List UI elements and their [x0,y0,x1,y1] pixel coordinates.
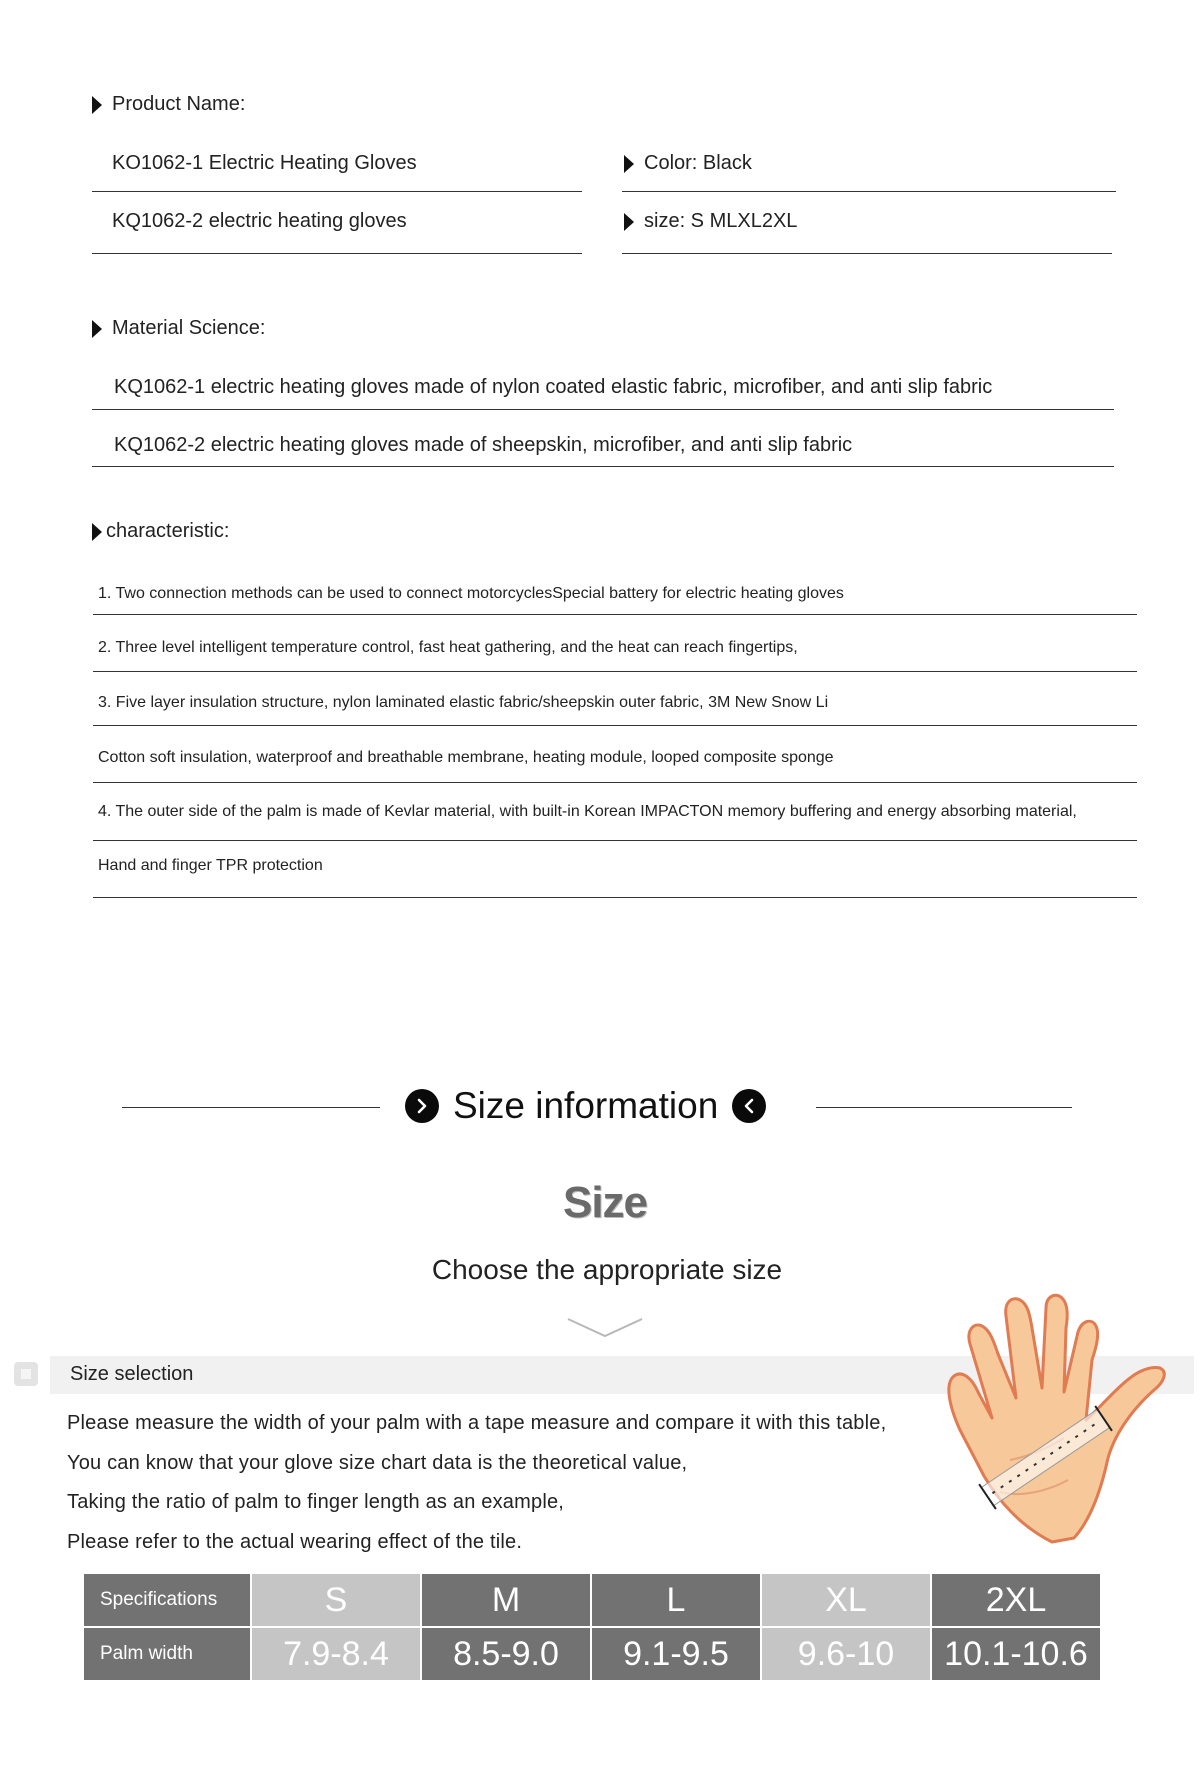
triangle-bullet-icon [92,523,102,541]
chevron-down-glyph [566,1316,644,1340]
chevron-right-glyph [415,1098,429,1114]
divider [92,253,582,254]
palm-width-header: Palm width [84,1628,250,1680]
palm-hand-icon [940,1280,1180,1550]
checkbox-icon[interactable] [14,1362,38,1386]
color-row [624,152,752,175]
product-name-1: KO1062-1 Electric Heating Gloves [112,152,417,174]
divider [92,409,1114,410]
divider [816,1107,1072,1108]
palm-width-s: 7.9-8.4 [252,1628,420,1680]
feature-item: Cotton soft insulation, waterproof and breathable membrane, heating module, looped composite sponge [98,749,834,766]
size-table [82,1572,1102,1682]
size-value: size: S MLXL2XL [644,210,798,232]
instruction-line: Please measure the width of your palm with a tape measure and compare it with this table, [67,1412,887,1434]
divider [92,191,582,192]
feature-item: 4. The outer side of the palm is made of Kevlar material, with built-in Korean IMPACTON memory buffering and energy absorbing material, [98,803,1077,820]
feature-item: 3. Five layer insulation structure, nylon laminated elastic fabric/sheepskin outer fabric, 3M New Snow Li [98,694,829,711]
divider [93,614,1137,615]
specifications-header: Specifications [84,1574,250,1626]
chevron-left-glyph [742,1098,756,1114]
divider [93,897,1137,898]
triangle-bullet-icon [624,213,634,231]
divider [93,725,1137,726]
divider [92,466,1114,467]
characteristic-label: characteristic: [106,520,230,542]
instruction-line: You can know that your glove size chart data is the theoretical value, [67,1452,688,1474]
palm-width-m: 8.5-9.0 [422,1628,590,1680]
size-subtitle: Choose the appropriate size [431,1254,783,1285]
size-xl: XL [762,1574,930,1626]
size-selection-label: Size selection [70,1363,194,1385]
product-name-heading [92,93,245,116]
palm-width-l: 9.1-9.5 [592,1628,760,1680]
feature-item: 1. Two connection methods can be used to connect motorcyclesSpecial battery for electric heating gloves [98,585,844,602]
divider [622,191,1116,192]
characteristic-heading [92,520,229,543]
palm-width-2xl: 10.1-10.6 [932,1628,1100,1680]
divider [622,253,1112,254]
instruction-line: Please refer to the actual wearing effect of the tile. [67,1531,523,1553]
size-big-word: Size [562,1178,648,1227]
size-info-title: Size information [453,1085,719,1126]
chevron-left-icon [732,1089,766,1123]
size-m: M [422,1574,590,1626]
triangle-bullet-icon [624,155,634,173]
hand-measure-illustration [940,1280,1180,1550]
divider [93,840,1137,841]
size-l: L [592,1574,760,1626]
material-line-1: KQ1062-1 electric heating gloves made of nylon coated elastic fabric, microfiber, and anti slip fabric [114,376,993,398]
triangle-bullet-icon [92,320,102,338]
divider [93,782,1137,783]
checkbox-inner [21,1369,31,1379]
size-2xl: 2XL [932,1574,1100,1626]
material-heading [92,317,265,340]
triangle-bullet-icon [92,96,102,114]
table-row [84,1628,1100,1680]
size-info-title-group [405,1085,766,1127]
material-line-2: KQ1062-2 electric heating gloves made of sheepskin, microfiber, and anti slip fabric [114,434,853,456]
size-s: S [252,1574,420,1626]
chevron-right-icon [405,1089,439,1123]
color-value: Color: Black [644,152,752,174]
instruction-line: Taking the ratio of palm to finger length as an example, [67,1491,565,1513]
feature-item: 2. Three level intelligent temperature control, fast heat gathering, and the heat can reach fingertips, [98,639,798,656]
product-name-2: KQ1062-2 electric heating gloves [112,210,407,232]
material-label: Material Science: [112,317,266,339]
product-name-label: Product Name: [112,93,246,115]
feature-item: Hand and finger TPR protection [98,857,323,874]
size-row [624,210,797,233]
table-row [84,1574,1100,1626]
divider [93,671,1137,672]
palm-width-xl: 9.6-10 [762,1628,930,1680]
divider [122,1107,380,1108]
chevron-down-icon [566,1316,644,1345]
